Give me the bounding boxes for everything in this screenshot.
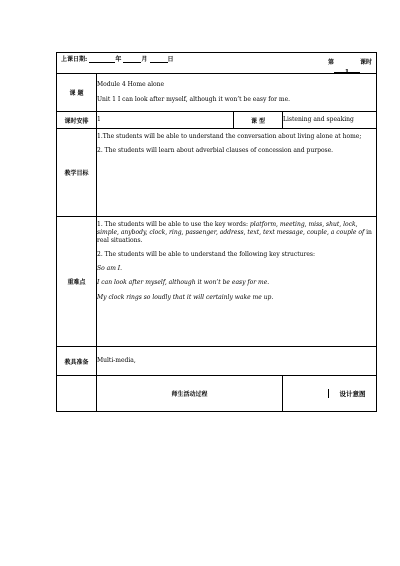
process-header-row <box>57 376 377 412</box>
key-points-label: 重难点 <box>57 217 97 347</box>
process-label: 师生活动过程 <box>97 376 283 412</box>
month-label: 月 <box>141 56 148 63</box>
key-words-list: platform, meeting, miss, shut, lock, simple, anybody, clock, ring, passenger, address, text, text message, couple, a couple of <box>97 221 365 237</box>
lesson-plan-table <box>56 52 377 412</box>
schedule-row <box>57 112 377 129</box>
module-title: Module 4 Home alone <box>97 81 165 89</box>
key-words-paragraph <box>97 221 376 245</box>
unit-title: Unit 1 I can look after myself, although it won’t be easy for me. <box>97 95 291 103</box>
lesson-count <box>327 53 373 76</box>
lesson-type-label: 课 型 <box>234 112 283 129</box>
objective-item: 2. The students will learn about adverbial clauses of concession and purpose. <box>97 147 334 155</box>
objectives-row <box>57 129 377 217</box>
year-label: 年 <box>115 56 122 63</box>
topic-label: 课 题 <box>57 74 97 112</box>
structures-intro: 2. The students will be able to understand the following key structures: <box>97 251 316 259</box>
topic-row <box>57 74 377 112</box>
lesson-number: 1 <box>334 63 360 73</box>
topic-content <box>97 74 377 112</box>
key-points-content <box>97 217 377 347</box>
aids-label: 教具准备 <box>57 347 97 376</box>
key-words-intro: 1. The students will be able to use the key words: <box>97 221 250 228</box>
objectives-content <box>97 129 377 217</box>
aids-value: Multi-media, <box>97 347 377 376</box>
objective-item: 1.The students will be able to understand the conversation about living alone at home; <box>97 133 362 140</box>
month-blank <box>123 53 141 63</box>
lesson-type-value: Listening and speaking <box>283 112 377 129</box>
process-empty-cell <box>57 376 97 412</box>
intent-cell <box>283 376 377 412</box>
date-label: 上课日期: <box>61 56 88 63</box>
objectives-label: 教学目标 <box>57 129 97 217</box>
key-points-row <box>57 217 377 347</box>
key-structure: So am I. <box>97 265 123 273</box>
lesson-suffix: 课时 <box>360 59 373 66</box>
year-blank <box>89 53 115 63</box>
day-label: 日 <box>167 56 174 63</box>
key-words-tail: in real situations. <box>97 229 372 245</box>
key-structure: My clock rings so loudly that it will certainly wake me up. <box>97 293 274 301</box>
schedule-label: 课时安排 <box>57 112 97 129</box>
intent-label: 设计意图 <box>339 390 366 398</box>
aids-row <box>57 347 377 376</box>
day-blank <box>150 53 168 63</box>
lesson-prefix: 第 <box>327 59 334 66</box>
key-structure: I can look after myself, although it won’t be easy for me. <box>97 279 270 287</box>
schedule-value: 1 <box>97 112 234 129</box>
header-row <box>57 53 377 74</box>
